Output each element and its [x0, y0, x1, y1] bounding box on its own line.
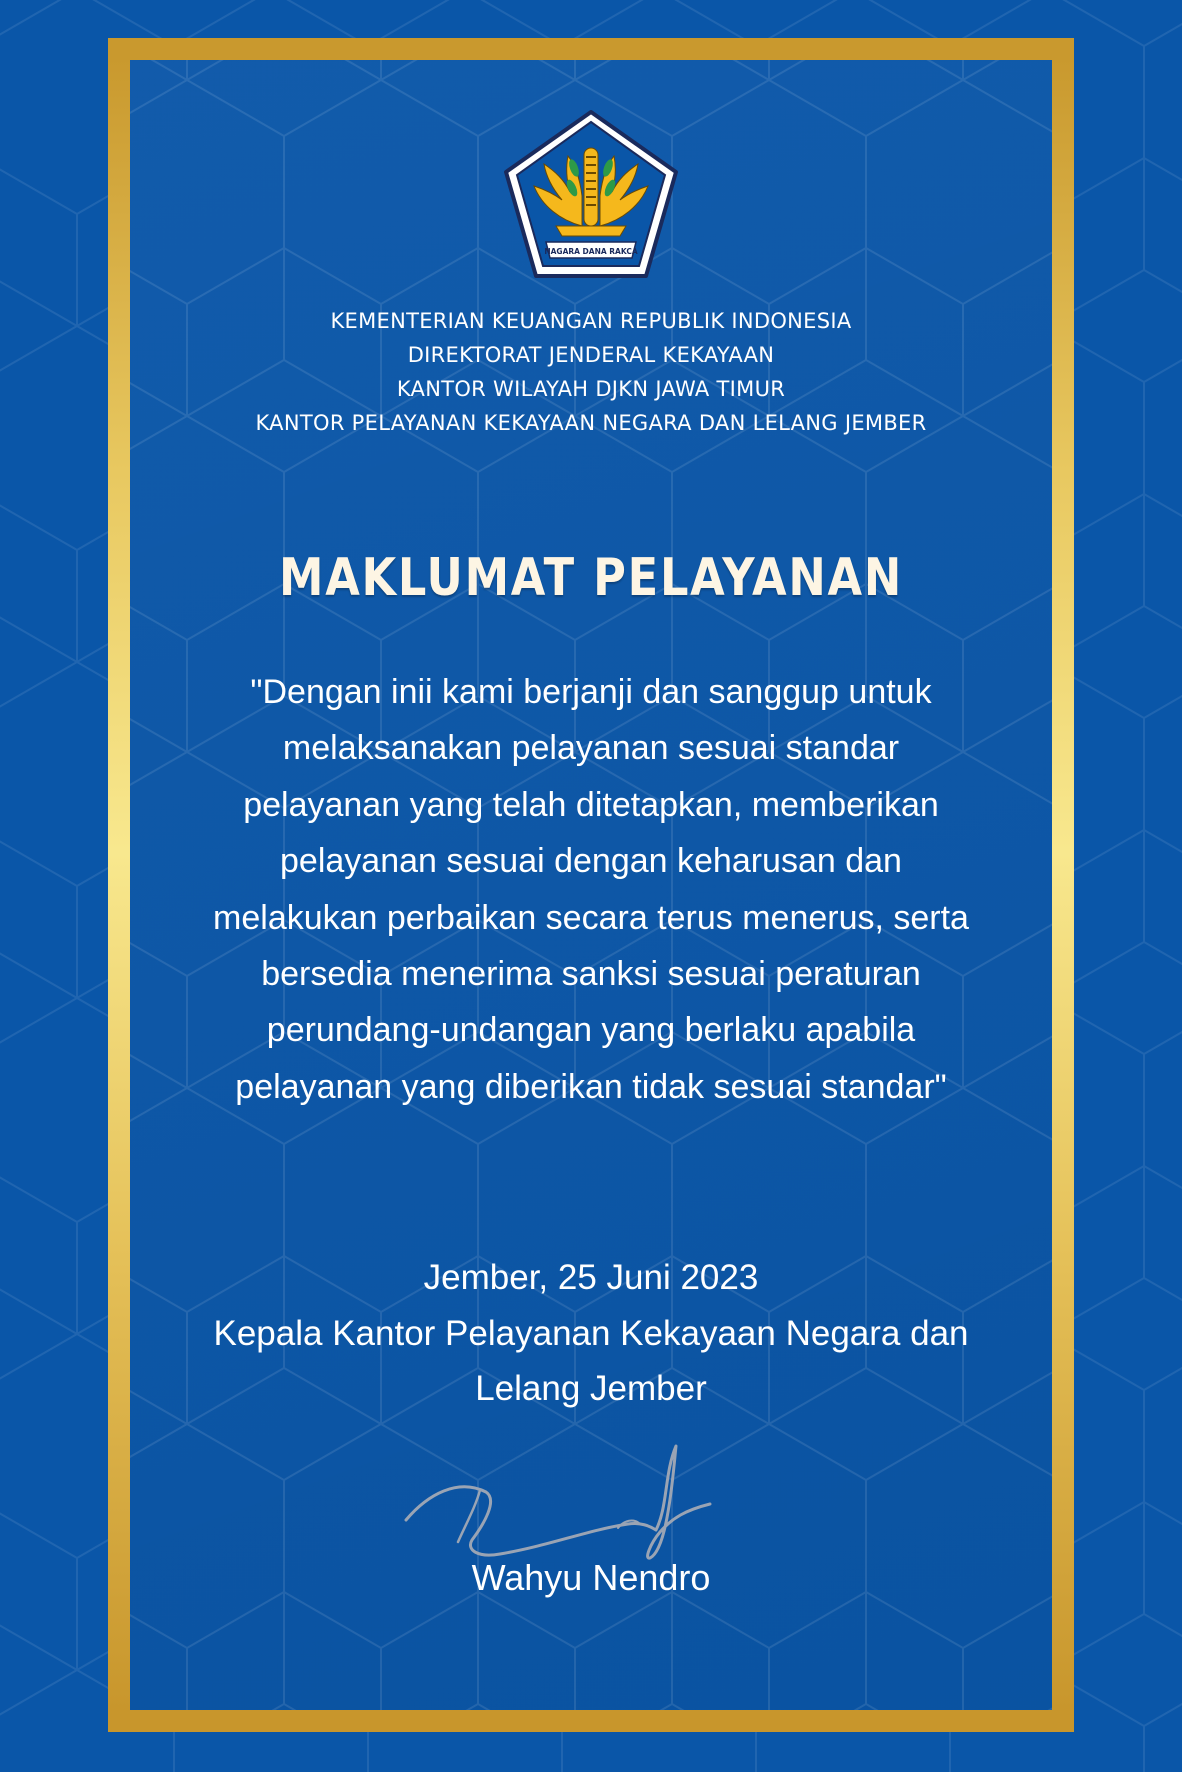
place-date: Jember, 25 Juni 2023: [423, 1258, 759, 1297]
institution-header: [130, 304, 1052, 440]
statement-line: bersedia menerima sanksi sesuai peraturan: [261, 955, 921, 994]
gold-frame: [108, 38, 1074, 1732]
header-line: KEMENTERIAN KEUANGAN REPUBLIK INDONESIA: [330, 309, 852, 333]
header-line: DIREKTORAT JENDERAL KEKAYAAN: [407, 343, 775, 367]
logo-motto: NAGARA DANA RAKCA: [544, 247, 638, 256]
statement-line: pelayanan sesuai dengan keharusan dan: [280, 842, 902, 881]
header-line: KANTOR WILAYAH DJKN JAWA TIMUR: [396, 377, 786, 401]
statement-line: pelayanan yang telah ditetapkan, memberikan: [243, 785, 939, 824]
official-title: [170, 1306, 1012, 1416]
official-title-line: Lelang Jember: [475, 1369, 707, 1408]
signer-name: Wahyu Nendro: [471, 1557, 711, 1598]
statement-line: melakukan perbaikan secara terus menerus, serta: [213, 898, 969, 937]
statement-line: pelayanan yang diberikan tidak sesuai standar": [235, 1067, 947, 1106]
notice-content: [130, 60, 1052, 1710]
official-title-line: Kepala Kantor Pelayanan Kekayaan Negara dan: [213, 1314, 969, 1353]
statement-line: melaksanakan pelayanan sesuai standar: [282, 729, 900, 768]
header-line: KANTOR PELAYANAN KEKAYAAN NEGARA DAN LELANG JEMBER: [255, 411, 927, 435]
notice-title: MAKLUMAT PELAYANAN: [279, 548, 903, 608]
statement-line: "Dengan inii kami berjanji dan sanggup untuk: [250, 673, 932, 711]
service-statement: [170, 664, 1012, 1115]
ministry-of-finance-emblem-icon: [502, 108, 680, 280]
statement-line: perundang-undangan yang berlaku apabila: [266, 1011, 916, 1050]
